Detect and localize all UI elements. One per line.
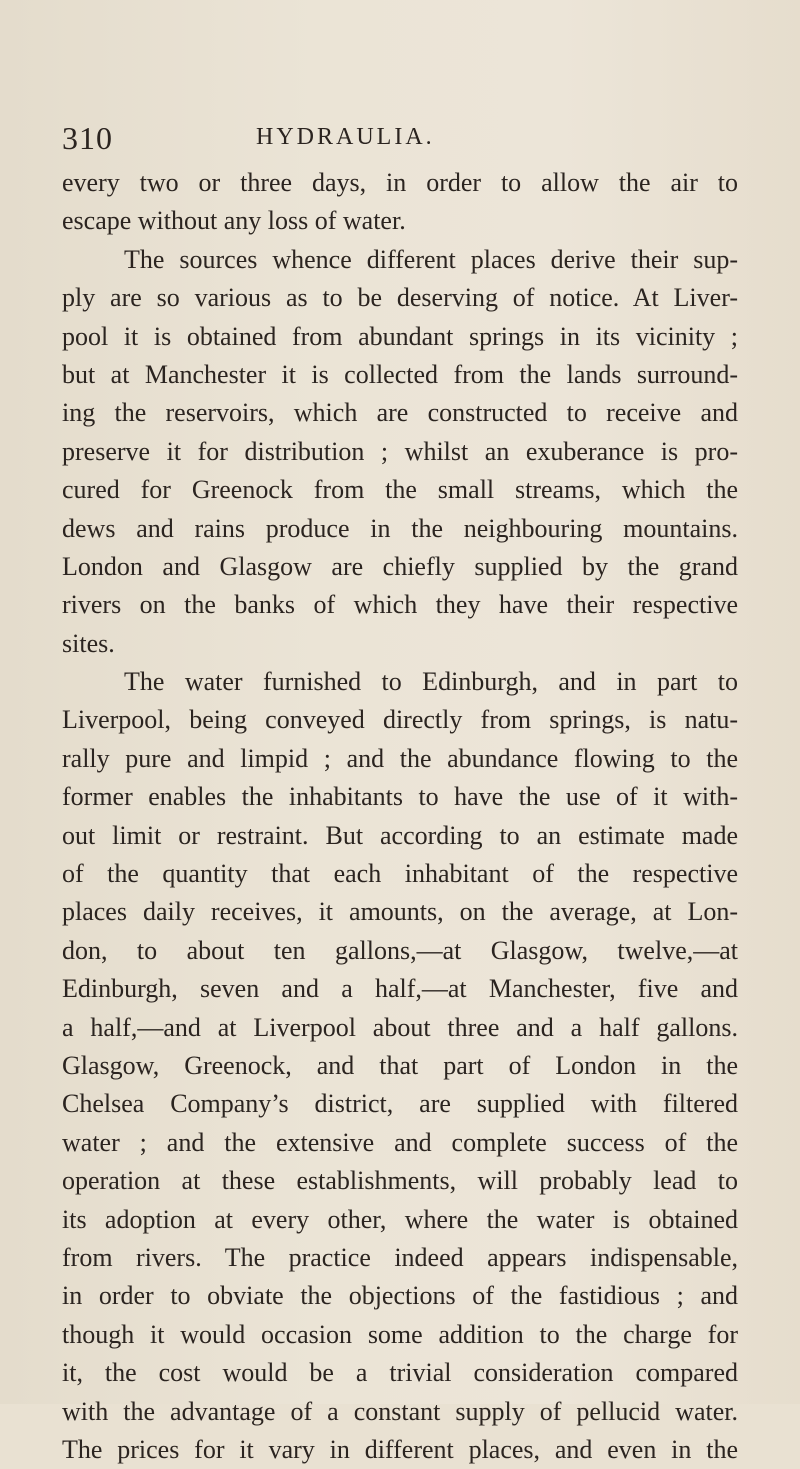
text-line: it, the cost would be a trivial consideration compared [62,1358,738,1388]
text-line: rally pure and limpid ; and the abundance flowing to the [62,743,738,773]
text-line: Liverpool, being conveyed directly from springs, is natu- [62,705,738,735]
text-line: of the quantity that each inhabitant of the respective [62,859,738,889]
text-line: The prices for it vary in different places, and even in the [62,1434,738,1464]
page-number: 310 [62,120,113,156]
text-line: sites. [62,628,115,658]
text-line: escape without any loss of water. [62,206,406,236]
running-head: HYDRAULIA. [256,124,435,150]
text-line: The sources whence different places derive their sup- [124,244,738,274]
page-header [62,104,738,154]
text-line: its adoption at every other, where the water is obtained [62,1204,738,1234]
text-line: places daily receives, it amounts, on the average, at Lon- [62,897,738,927]
text-line: operation at these establishments, will probably lead to [62,1166,738,1196]
text-line: Edinburgh, seven and a half,—at Manchester, five and [62,974,738,1004]
text-line: a half,—and at Liverpool about three and a half gallons. [62,1012,738,1042]
text-line: The water furnished to Edinburgh, and in part to [124,667,738,697]
text-line: but at Manchester it is collected from the lands surround- [62,359,738,389]
text-line: don, to about ten gallons,—at Glasgow, twelve,—at [62,935,738,965]
text-line: water ; and the extensive and complete success of the [62,1127,738,1157]
text-line: ing the reservoirs, which are constructed to receive and [62,398,738,428]
text-line: London and Glasgow are chiefly supplied by the grand [62,551,738,581]
text-line: pool it is obtained from abundant springs in its vicinity ; [62,321,738,351]
text-line: ply are so various as to be deserving of notice. At Liver- [62,283,738,313]
text-line: out limit or restraint. But according to an estimate made [62,820,738,850]
text-line: former enables the inhabitants to have the use of it with- [62,782,738,812]
text-line: in order to obviate the objections of the fastidious ; and [62,1281,738,1311]
text-line: Chelsea Company’s district, are supplied with filtered [62,1089,738,1119]
text-line: Glasgow, Greenock, and that part of London in the [62,1050,738,1080]
text-line: though it would occasion some addition to the charge for [62,1319,738,1349]
text-line: preserve it for distribution ; whilst an exuberance is pro- [62,436,738,466]
text-line: cured for Greenock from the small streams, which the [62,475,738,505]
text-line: every two or three days, in order to allow the air to [62,168,738,197]
body-text [62,164,738,1469]
text-line: from rivers. The practice indeed appears indispensable, [62,1242,738,1272]
text-line: with the advantage of a constant supply of pellucid water. [62,1396,738,1426]
text-line: dews and rains produce in the neighbouring mountains. [62,513,738,543]
text-line: rivers on the banks of which they have their respective [62,590,738,620]
